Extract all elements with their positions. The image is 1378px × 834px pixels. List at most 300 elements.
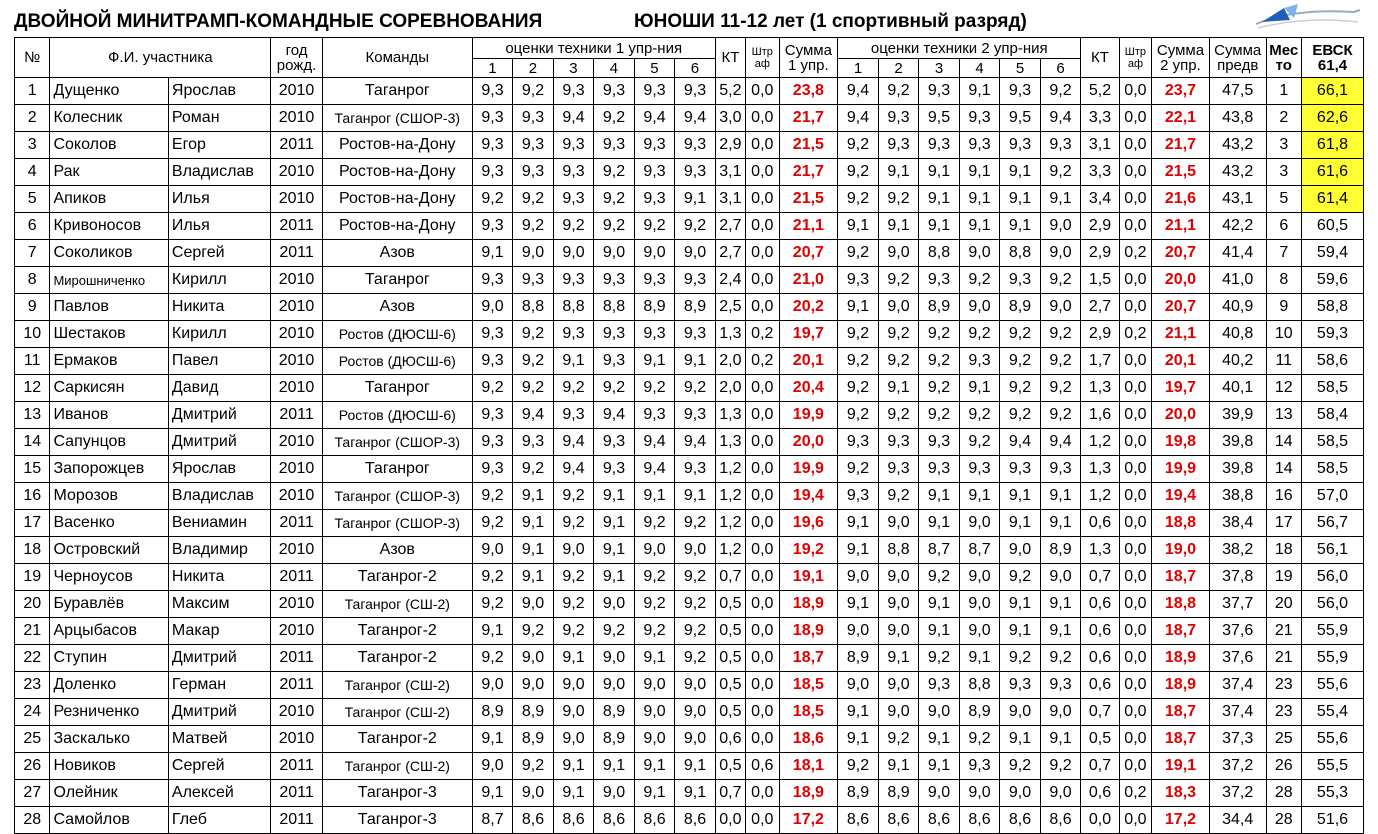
- ex1-judge-4-cell: 9,3: [594, 348, 635, 375]
- ex2-penalty-cell: 0,0: [1119, 348, 1151, 375]
- ex1-judge-6-cell: 9,3: [675, 321, 716, 348]
- first-name-cell: Ярослав: [168, 78, 270, 105]
- ex1-judge-2-cell: 9,2: [513, 321, 554, 348]
- ex1-judge-3-cell: 9,4: [553, 429, 594, 456]
- ex1-judge-5-cell: 9,3: [634, 132, 675, 159]
- prelim-sum-cell: 38,8: [1209, 483, 1266, 510]
- ex2-judge-2-cell: 8,8: [878, 537, 919, 564]
- table-row: [15, 456, 1364, 483]
- ex1-judge-4-cell: 9,1: [594, 510, 635, 537]
- ex1-judge-3-cell: 9,2: [553, 591, 594, 618]
- ex1-judge-1-cell: 9,2: [472, 510, 513, 537]
- ex2-judge-6-cell: 9,2: [1040, 375, 1081, 402]
- place-cell: 10: [1266, 321, 1301, 348]
- first-name-cell: Кирилл: [168, 267, 270, 294]
- results-body: [15, 78, 1364, 834]
- first-name-cell: Владислав: [168, 159, 270, 186]
- ex1-penalty-cell: 0,0: [746, 456, 779, 483]
- birth-year-cell: 2010: [271, 294, 323, 321]
- ex1-judge-6-cell: 9,3: [675, 456, 716, 483]
- ex2-judge-4-cell: 9,3: [959, 348, 1000, 375]
- ex2-judge-4-cell: 9,1: [959, 159, 1000, 186]
- ex1-judge-4-cell: 9,3: [594, 132, 635, 159]
- ex1-sum-cell: 19,7: [779, 321, 838, 348]
- ex2-judge-6-cell: 9,0: [1040, 780, 1081, 807]
- ex2-judge-6-cell: 9,1: [1040, 726, 1081, 753]
- team-cell: Таганрог-3: [322, 780, 472, 807]
- ex1-judge-3-cell: 9,0: [553, 240, 594, 267]
- ex2-judge-6-cell: 9,3: [1040, 456, 1081, 483]
- ex1-judge-6-cell: 9,1: [675, 186, 716, 213]
- ex1-penalty-cell: 0,0: [746, 375, 779, 402]
- ex2-judge-1-cell: 9,2: [838, 240, 879, 267]
- ex2-judge-3-cell: 9,1: [919, 213, 960, 240]
- ex2-judge-3-cell: 9,3: [919, 429, 960, 456]
- ex2-judge-4-cell: 8,8: [959, 672, 1000, 699]
- ex2-judge-3-cell: 9,1: [919, 726, 960, 753]
- ex1-judge-6-cell: 9,2: [675, 375, 716, 402]
- ex2-judge-4-cell: 9,1: [959, 483, 1000, 510]
- ex2-judge-5-cell: 9,2: [1000, 348, 1041, 375]
- ex2-judge-4-cell: 9,1: [959, 375, 1000, 402]
- ex1-sum-cell: 18,5: [779, 672, 838, 699]
- team-cell: Таганрог: [322, 267, 472, 294]
- table-row: [15, 132, 1364, 159]
- ex1-kt-cell: 0,0: [715, 807, 745, 834]
- ex1-penalty-cell: 0,0: [746, 807, 779, 834]
- ex2-kt-cell: 0,6: [1081, 591, 1119, 618]
- ex1-judge-2-cell: 9,1: [513, 537, 554, 564]
- first-name-cell: Вениамин: [168, 510, 270, 537]
- table-row: [15, 618, 1364, 645]
- prelim-sum-cell: 38,4: [1209, 510, 1266, 537]
- ex2-judge-1-cell: 9,3: [838, 429, 879, 456]
- surname-cell: Буравлёв: [50, 591, 168, 618]
- ex2-penalty-cell: 0,0: [1119, 294, 1151, 321]
- place-cell: 26: [1266, 753, 1301, 780]
- ex2-judge-4-cell: 9,3: [959, 105, 1000, 132]
- judge-1-col: 1: [838, 59, 879, 78]
- ex2-judge-5-cell: 9,5: [1000, 105, 1041, 132]
- ex2-judge-1-cell: 9,0: [838, 672, 879, 699]
- prelim-sum-cell: 47,5: [1209, 78, 1266, 105]
- ex1-judge-4-cell: 9,0: [594, 645, 635, 672]
- ex1-judge-1-cell: 9,2: [472, 186, 513, 213]
- ex1-kt-cell: 2,7: [715, 240, 745, 267]
- team-cell: Таганрог (СШОР-3): [322, 429, 472, 456]
- ex1-judge-3-cell: 9,1: [553, 348, 594, 375]
- team-cell: Ростов (ДЮСШ-6): [322, 402, 472, 429]
- ex2-judge-2-cell: 9,1: [878, 753, 919, 780]
- ex1-judge-5-cell: 9,3: [634, 78, 675, 105]
- first-name-cell: Алексей: [168, 780, 270, 807]
- ex2-kt-cell: 1,3: [1081, 537, 1119, 564]
- ex2-judge-4-cell: 9,1: [959, 186, 1000, 213]
- ex1-judge-2-cell: 9,0: [513, 591, 554, 618]
- ex2-kt-cell: 0,6: [1081, 780, 1119, 807]
- table-row: [15, 672, 1364, 699]
- ex2-judge-3-cell: 9,1: [919, 753, 960, 780]
- ex2-kt-cell: 1,7: [1081, 348, 1119, 375]
- ex1-judge-3-cell: 9,2: [553, 510, 594, 537]
- ex1-judge-4-cell: 9,3: [594, 267, 635, 294]
- ex2-judge-5-cell: 9,3: [1000, 78, 1041, 105]
- ex1-kt-cell: 0,5: [715, 699, 745, 726]
- num-cell: 6: [15, 213, 50, 240]
- surname-cell: Новиков: [50, 753, 168, 780]
- table-row: [15, 753, 1364, 780]
- ex1-kt-cell: 0,5: [715, 591, 745, 618]
- surname-cell: Соколиков: [50, 240, 168, 267]
- ex2-sum-cell: 18,3: [1152, 780, 1210, 807]
- ex2-judge-2-cell: 9,3: [878, 105, 919, 132]
- surname-cell: Арцыбасов: [50, 618, 168, 645]
- place-cell: 13: [1266, 402, 1301, 429]
- ex1-judge-1-cell: 9,2: [472, 645, 513, 672]
- ex2-judge-6-cell: 9,0: [1040, 699, 1081, 726]
- ex2-judge-1-cell: 9,1: [838, 537, 879, 564]
- ex2-judge-6-cell: 9,0: [1040, 294, 1081, 321]
- ex1-judge-2-cell: 9,4: [513, 402, 554, 429]
- ex1-judge-6-cell: 9,2: [675, 564, 716, 591]
- place-cell: 14: [1266, 429, 1301, 456]
- ex1-judge-6-cell: 8,9: [675, 294, 716, 321]
- ex2-judge-2-cell: 9,0: [878, 510, 919, 537]
- birth-year-cell: 2011: [271, 240, 323, 267]
- ex1-judge-3-cell: 9,3: [553, 402, 594, 429]
- first-name-cell: Сергей: [168, 240, 270, 267]
- prelim-sum-cell: 34,4: [1209, 807, 1266, 834]
- ex2-judge-2-cell: 9,3: [878, 429, 919, 456]
- ex2-judge-5-cell: 9,1: [1000, 186, 1041, 213]
- ex1-judge-5-cell: 9,3: [634, 186, 675, 213]
- num-cell: 17: [15, 510, 50, 537]
- ex2-judge-1-cell: 9,3: [838, 483, 879, 510]
- ex2-judge-3-cell: 9,0: [919, 780, 960, 807]
- num-cell: 3: [15, 132, 50, 159]
- ex1-kt-cell: 2,5: [715, 294, 745, 321]
- ex1-judge-6-cell: 9,0: [675, 672, 716, 699]
- table-row: [15, 240, 1364, 267]
- ex1-judge-2-cell: 9,0: [513, 780, 554, 807]
- ex2-judge-6-cell: 9,0: [1040, 564, 1081, 591]
- ex1-penalty-cell: 0,0: [746, 483, 779, 510]
- ex1-kt-cell: 0,5: [715, 618, 745, 645]
- ex2-judge-5-cell: 9,1: [1000, 213, 1041, 240]
- ex1-judge-4-cell: 9,3: [594, 78, 635, 105]
- evsk-score-cell: 57,0: [1301, 483, 1363, 510]
- first-name-cell: Сергей: [168, 753, 270, 780]
- ex1-judge-3-cell: 9,2: [553, 375, 594, 402]
- birth-year-cell: 2011: [271, 132, 323, 159]
- ex1-judge-6-cell: 9,2: [675, 510, 716, 537]
- first-name-cell: Максим: [168, 591, 270, 618]
- logo-icon: [1254, 2, 1364, 34]
- prelim-sum-cell: 37,4: [1209, 672, 1266, 699]
- ex2-penalty-cell: 0,0: [1119, 267, 1151, 294]
- ex1-judge-1-cell: 9,3: [472, 321, 513, 348]
- ex1-sum-cell: 21,5: [779, 132, 838, 159]
- ex1-judge-2-cell: 9,2: [513, 753, 554, 780]
- ex1-penalty-cell: 0,0: [746, 240, 779, 267]
- ex2-judge-3-cell: 9,2: [919, 375, 960, 402]
- place-cell: 21: [1266, 645, 1301, 672]
- ex1-judge-2-cell: 9,2: [513, 618, 554, 645]
- evsk-score-cell: 66,1: [1301, 78, 1363, 105]
- surname-cell: Апиков: [50, 186, 168, 213]
- birth-year-cell: 2010: [271, 591, 323, 618]
- prelim-sum-cell: 37,7: [1209, 591, 1266, 618]
- ex1-judge-2-cell: 9,2: [513, 348, 554, 375]
- ex1-penalty-cell: 0,0: [746, 429, 779, 456]
- team-cell: Таганрог: [322, 456, 472, 483]
- ex1-judge-6-cell: 9,2: [675, 618, 716, 645]
- evsk-score-cell: 62,6: [1301, 105, 1363, 132]
- ex1-judge-1-cell: 9,3: [472, 429, 513, 456]
- ex1-kt-cell: 1,2: [715, 510, 745, 537]
- ex1-judge-3-cell: 8,8: [553, 294, 594, 321]
- ex2-judge-4-cell: 9,2: [959, 321, 1000, 348]
- ex1-sum-cell: 18,9: [779, 780, 838, 807]
- ex2-penalty-cell: 0,0: [1119, 375, 1151, 402]
- ex2-penalty-cell: 0,0: [1119, 537, 1151, 564]
- birth-year-cell: 2011: [271, 510, 323, 537]
- ex2-sum-cell: 21,5: [1152, 159, 1210, 186]
- header-year: год рожд.: [271, 38, 323, 78]
- ex2-judge-6-cell: 9,0: [1040, 213, 1081, 240]
- ex1-judge-5-cell: 9,4: [634, 429, 675, 456]
- surname-cell: Мирошниченко: [50, 267, 168, 294]
- num-cell: 14: [15, 429, 50, 456]
- ex1-sum-cell: 20,0: [779, 429, 838, 456]
- ex2-judge-6-cell: 8,9: [1040, 537, 1081, 564]
- ex1-judge-5-cell: 9,1: [634, 483, 675, 510]
- prelim-sum-cell: 37,6: [1209, 645, 1266, 672]
- prelim-sum-cell: 37,8: [1209, 564, 1266, 591]
- ex2-judge-3-cell: 8,6: [919, 807, 960, 834]
- team-cell: Таганрог-2: [322, 726, 472, 753]
- ex2-penalty-cell: 0,0: [1119, 105, 1151, 132]
- ex2-judge-3-cell: 9,1: [919, 591, 960, 618]
- evsk-score-cell: 59,6: [1301, 267, 1363, 294]
- surname-cell: Рак: [50, 159, 168, 186]
- ex1-penalty-cell: 0,0: [746, 159, 779, 186]
- surname-cell: Резниченко: [50, 699, 168, 726]
- ex2-judge-6-cell: 8,6: [1040, 807, 1081, 834]
- header-kt1: КТ: [715, 38, 745, 78]
- ex1-penalty-cell: 0,0: [746, 645, 779, 672]
- birth-year-cell: 2010: [271, 105, 323, 132]
- ex2-judge-2-cell: 9,0: [878, 591, 919, 618]
- ex1-judge-6-cell: 9,2: [675, 645, 716, 672]
- num-cell: 12: [15, 375, 50, 402]
- ex2-judge-1-cell: 9,3: [838, 267, 879, 294]
- ex2-judge-3-cell: 8,9: [919, 294, 960, 321]
- ex1-sum-cell: 18,7: [779, 645, 838, 672]
- ex2-judge-2-cell: 9,0: [878, 564, 919, 591]
- num-cell: 4: [15, 159, 50, 186]
- ex1-judge-3-cell: 9,0: [553, 537, 594, 564]
- ex2-judge-1-cell: 9,2: [838, 132, 879, 159]
- place-cell: 9: [1266, 294, 1301, 321]
- ex2-kt-cell: 2,7: [1081, 294, 1119, 321]
- ex2-judge-2-cell: 9,3: [878, 132, 919, 159]
- evsk-score-cell: 55,3: [1301, 780, 1363, 807]
- ex2-judge-1-cell: 9,4: [838, 105, 879, 132]
- ex2-judge-5-cell: 9,2: [1000, 645, 1041, 672]
- surname-cell: Островский: [50, 537, 168, 564]
- ex2-penalty-cell: 0,0: [1119, 213, 1151, 240]
- ex1-judge-1-cell: 9,3: [472, 105, 513, 132]
- first-name-cell: Ярослав: [168, 456, 270, 483]
- ex1-penalty-cell: 0,2: [746, 348, 779, 375]
- prelim-sum-cell: 38,2: [1209, 537, 1266, 564]
- evsk-score-cell: 55,9: [1301, 645, 1363, 672]
- ex1-kt-cell: 2,9: [715, 132, 745, 159]
- evsk-score-cell: 58,4: [1301, 402, 1363, 429]
- ex1-penalty-cell: 0,0: [746, 618, 779, 645]
- header-penalty1: Штр аф: [746, 38, 779, 78]
- table-row: [15, 564, 1364, 591]
- ex1-judge-5-cell: 8,6: [634, 807, 675, 834]
- ex1-judge-1-cell: 9,2: [472, 564, 513, 591]
- ex2-judge-2-cell: 9,0: [878, 699, 919, 726]
- prelim-sum-cell: 37,2: [1209, 753, 1266, 780]
- ex2-sum-cell: 18,8: [1152, 510, 1210, 537]
- team-cell: Таганрог-2: [322, 564, 472, 591]
- ex1-judge-2-cell: 9,0: [513, 672, 554, 699]
- ex1-sum-cell: 18,9: [779, 618, 838, 645]
- ex2-penalty-cell: 0,0: [1119, 807, 1151, 834]
- place-cell: 11: [1266, 348, 1301, 375]
- ex1-sum-cell: 20,4: [779, 375, 838, 402]
- first-name-cell: Дмитрий: [168, 429, 270, 456]
- ex2-judge-3-cell: 9,1: [919, 618, 960, 645]
- ex2-sum-cell: 19,9: [1152, 456, 1210, 483]
- ex2-judge-5-cell: 9,4: [1000, 429, 1041, 456]
- ex2-kt-cell: 1,5: [1081, 267, 1119, 294]
- ex2-sum-cell: 18,8: [1152, 591, 1210, 618]
- ex2-judge-1-cell: 9,2: [838, 753, 879, 780]
- prelim-sum-cell: 37,2: [1209, 780, 1266, 807]
- ex2-penalty-cell: 0,0: [1119, 618, 1151, 645]
- ex1-judge-4-cell: 9,3: [594, 429, 635, 456]
- ex2-judge-3-cell: 8,8: [919, 240, 960, 267]
- ex2-judge-4-cell: 9,0: [959, 510, 1000, 537]
- ex1-kt-cell: 0,6: [715, 726, 745, 753]
- num-cell: 15: [15, 456, 50, 483]
- table-row: [15, 348, 1364, 375]
- ex2-judge-4-cell: 9,0: [959, 618, 1000, 645]
- ex2-kt-cell: 0,6: [1081, 618, 1119, 645]
- first-name-cell: Дмитрий: [168, 402, 270, 429]
- ex2-sum-cell: 18,9: [1152, 672, 1210, 699]
- header-evsk: ЕВСК 61,4: [1301, 38, 1363, 78]
- ex2-penalty-cell: 0,0: [1119, 186, 1151, 213]
- surname-cell: Васенко: [50, 510, 168, 537]
- ex1-kt-cell: 1,2: [715, 456, 745, 483]
- surname-cell: Морозов: [50, 483, 168, 510]
- ex1-judge-2-cell: 9,1: [513, 564, 554, 591]
- judge-1-col: 1: [472, 59, 513, 78]
- ex2-sum-cell: 20,0: [1152, 402, 1210, 429]
- ex2-judge-1-cell: 9,1: [838, 699, 879, 726]
- judge-2-col: 2: [878, 59, 919, 78]
- evsk-score-cell: 58,8: [1301, 294, 1363, 321]
- first-name-cell: Роман: [168, 105, 270, 132]
- num-cell: 28: [15, 807, 50, 834]
- ex2-judge-5-cell: 8,6: [1000, 807, 1041, 834]
- ex2-kt-cell: 0,7: [1081, 753, 1119, 780]
- ex2-judge-4-cell: 8,7: [959, 537, 1000, 564]
- surname-cell: Саркисян: [50, 375, 168, 402]
- place-cell: 3: [1266, 132, 1301, 159]
- ex2-judge-5-cell: 9,3: [1000, 456, 1041, 483]
- prelim-sum-cell: 39,8: [1209, 456, 1266, 483]
- prelim-sum-cell: 40,8: [1209, 321, 1266, 348]
- ex1-judge-3-cell: 9,4: [553, 456, 594, 483]
- ex1-judge-4-cell: 9,0: [594, 780, 635, 807]
- ex1-judge-6-cell: 9,4: [675, 429, 716, 456]
- ex2-kt-cell: 0,7: [1081, 699, 1119, 726]
- ex1-judge-2-cell: 8,9: [513, 726, 554, 753]
- ex2-judge-6-cell: 9,3: [1040, 132, 1081, 159]
- ex2-judge-6-cell: 9,1: [1040, 186, 1081, 213]
- ex1-judge-6-cell: 9,4: [675, 105, 716, 132]
- header-sum2: Сумма 2 упр.: [1152, 38, 1210, 78]
- prelim-sum-cell: 39,9: [1209, 402, 1266, 429]
- ex1-kt-cell: 3,0: [715, 105, 745, 132]
- header-penalty2: Штр аф: [1119, 38, 1151, 78]
- ex2-kt-cell: 0,5: [1081, 726, 1119, 753]
- judge-3-col: 3: [553, 59, 594, 78]
- ex1-judge-1-cell: 9,1: [472, 726, 513, 753]
- surname-cell: Шестаков: [50, 321, 168, 348]
- surname-cell: Соколов: [50, 132, 168, 159]
- ex2-judge-1-cell: 9,2: [838, 456, 879, 483]
- ex2-judge-1-cell: 9,2: [838, 159, 879, 186]
- ex1-judge-6-cell: 9,1: [675, 753, 716, 780]
- ex2-judge-2-cell: 9,2: [878, 726, 919, 753]
- ex2-sum-cell: 19,0: [1152, 537, 1210, 564]
- ex2-judge-6-cell: 9,1: [1040, 591, 1081, 618]
- ex2-judge-4-cell: 9,0: [959, 240, 1000, 267]
- ex2-judge-2-cell: 9,2: [878, 483, 919, 510]
- ex1-judge-6-cell: 9,2: [675, 591, 716, 618]
- prelim-sum-cell: 43,2: [1209, 159, 1266, 186]
- ex2-kt-cell: 3,3: [1081, 159, 1119, 186]
- ex2-judge-1-cell: 9,1: [838, 726, 879, 753]
- ex2-kt-cell: 2,9: [1081, 213, 1119, 240]
- ex1-judge-3-cell: 8,6: [553, 807, 594, 834]
- ex1-judge-5-cell: 9,3: [634, 267, 675, 294]
- header-tech1: оценки техники 1 упр-ния: [472, 38, 715, 59]
- ex2-judge-5-cell: 9,3: [1000, 267, 1041, 294]
- ex2-sum-cell: 23,7: [1152, 78, 1210, 105]
- ex1-judge-5-cell: 9,2: [634, 564, 675, 591]
- table-row: [15, 105, 1364, 132]
- first-name-cell: Давид: [168, 375, 270, 402]
- ex1-kt-cell: 5,2: [715, 78, 745, 105]
- birth-year-cell: 2010: [271, 375, 323, 402]
- ex2-penalty-cell: 0,0: [1119, 483, 1151, 510]
- surname-cell: Кривоносов: [50, 213, 168, 240]
- surname-cell: Иванов: [50, 402, 168, 429]
- ex1-judge-1-cell: 8,7: [472, 807, 513, 834]
- team-cell: Таганрог-2: [322, 645, 472, 672]
- num-cell: 10: [15, 321, 50, 348]
- ex1-judge-1-cell: 8,9: [472, 699, 513, 726]
